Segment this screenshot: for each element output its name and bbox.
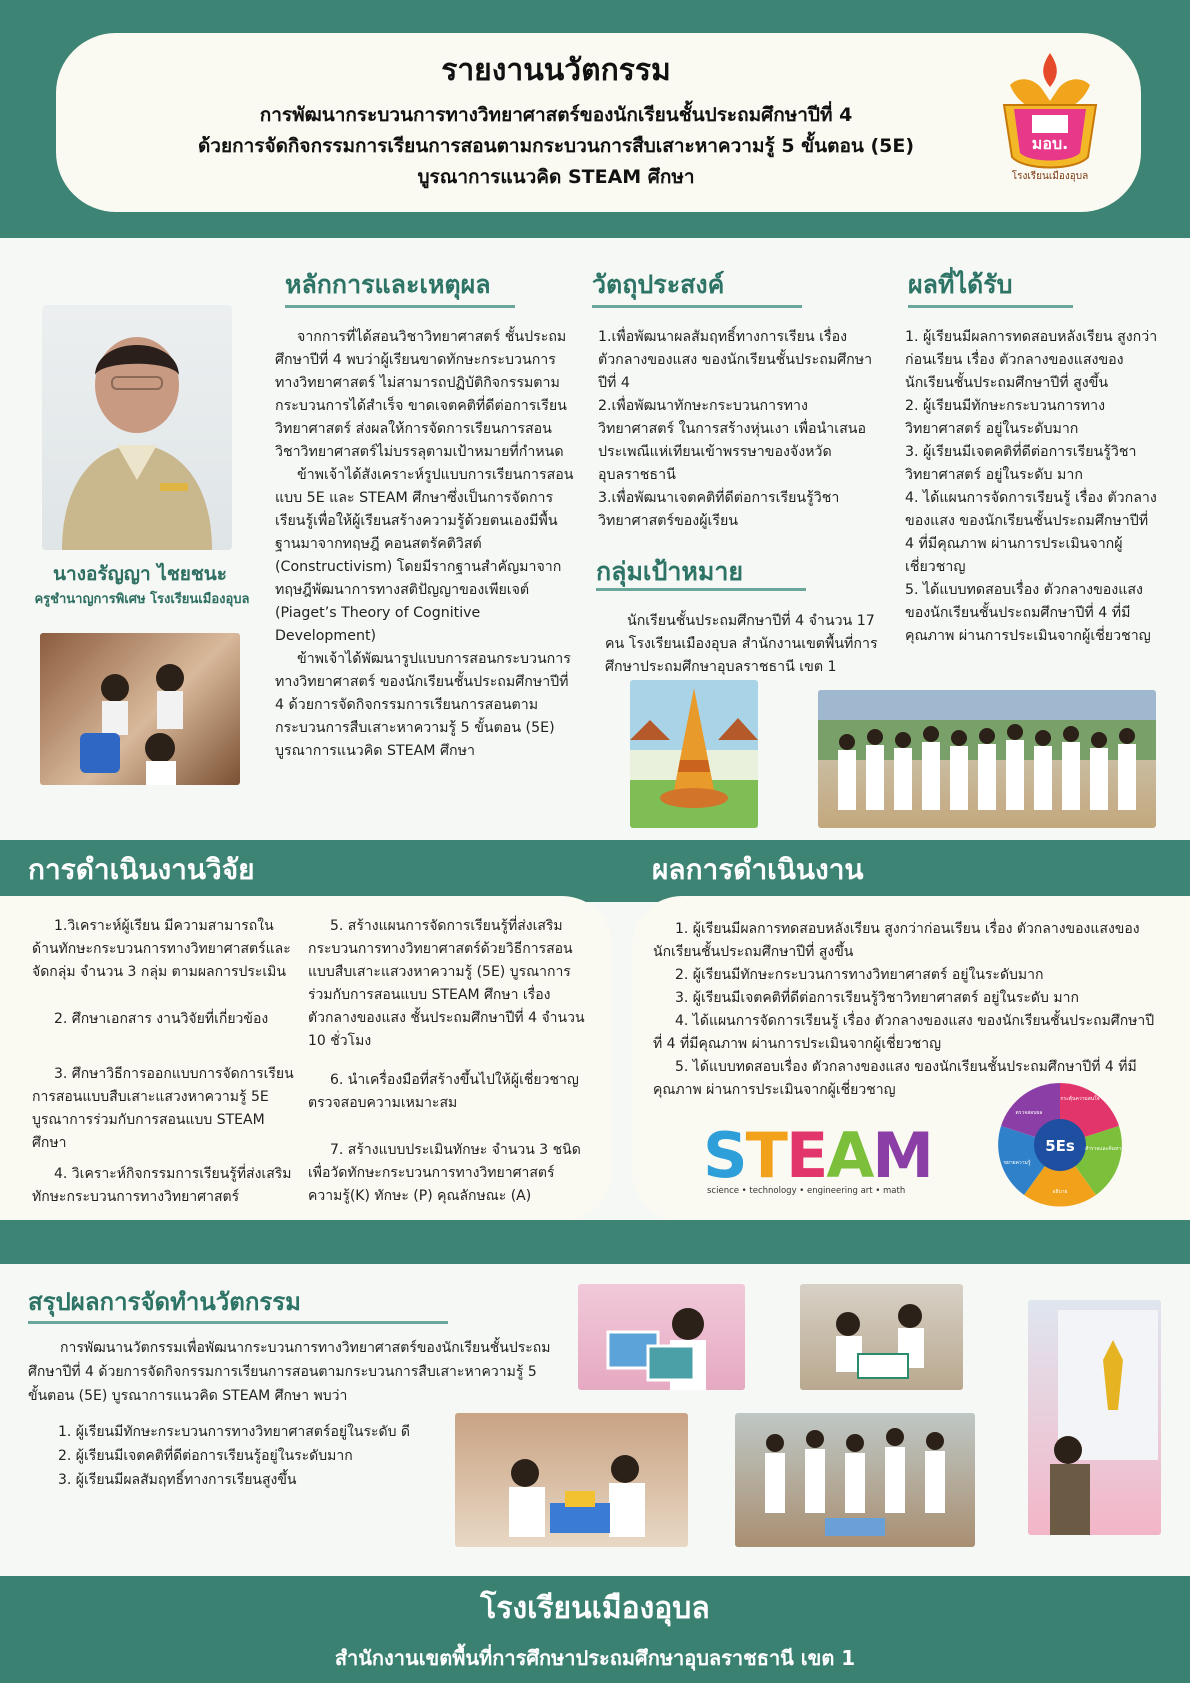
steam-letter: A <box>826 1119 873 1192</box>
objective-item: 1.เพื่อพัฒนาผลสัมฤทธิ์ทางการเรียน เรื่อง ตัวกลางของแสง ของนักเรียนชั้นประถมศึกษาปีที่ 4 <box>598 329 873 391</box>
header-text <box>56 47 1056 193</box>
author-name: นางอรัญญา ไชยชนะ <box>53 563 227 585</box>
principles-title: หลักการและเหตุผล <box>285 270 491 299</box>
research-column-1 <box>32 915 300 1209</box>
activity-photo-4 <box>455 1413 688 1547</box>
summary-underline <box>28 1321 448 1324</box>
steam-letter: E <box>785 1119 827 1192</box>
students-group-photo <box>818 690 1156 828</box>
objective-item: 3.เพื่อพัฒนาเจตคติที่ดีต่อการเรียนรู้วิชาวิทยาศาสตร์ของผู้เรียน <box>598 490 840 529</box>
principles-underline <box>285 305 515 308</box>
outcome-item: 2. ผู้เรียนมีทักษะกระบวนการทางวิทยาศาสตร์ อยู่ในระดับมาก <box>675 967 1044 983</box>
result-item: 5. ได้แบบทดสอบเรื่อง ตัวกลางของแสงของนักเรียนชั้นประถมศึกษาปีที่ 4 ที่มีคุณภาพ ผ่านการประเมินจากผู้เชี่ยวชาญ <box>905 582 1151 644</box>
result-item: 4. ได้แผนการจัดการเรียนรู้ เรื่อง ตัวกลางของแสง ของนักเรียนชั้นประถมศึกษาปีที่ 4 ที่มีคุณภาพ ผ่านการประเมินจากผู้เชี่ยวชาญ <box>905 490 1157 575</box>
wheel-segment-explore: สำรวจและค้นหา <box>1084 1146 1122 1152</box>
objectives-title: วัตถุประสงค์ <box>592 270 725 299</box>
activity-photo-5 <box>735 1413 975 1547</box>
principles-body <box>275 326 575 763</box>
summary-item: 3. ผู้เรียนมีผลสัมฤทธิ์ทางการเรียนสูงขึ้น <box>58 1472 297 1488</box>
objectives-underline <box>592 305 802 308</box>
steam-caption: science • technology • engineering art • math <box>707 1186 906 1195</box>
steam-letter: T <box>745 1119 786 1192</box>
wheel-center: 5Es <box>1045 1137 1075 1155</box>
outcomes-list <box>653 918 1163 1102</box>
research-column-2 <box>308 915 590 1208</box>
principles-paragraph-3: ข้าพเจ้าได้พัฒนารูปแบบการสอนกระบวนการทางวิทยาศาสตร์ ของนักเรียนชั้นประถมศึกษาปีที่ 4 ด้วยการจัดกิจกรรมการเรียนการสอนตามกระบวนการสืบเสาะหาความรู้ 5 ขั้นตอน (5E) บูรณาการแนวคิด STEAM ศึกษา <box>275 651 571 759</box>
result-item: 2. ผู้เรียนมีทักษะกระบวนการทางวิทยาศาสตร์ อยู่ในระดับมาก <box>905 398 1106 437</box>
target-text: นักเรียนชั้นประถมศึกษาปีที่ 4 จำนวน 17 คน โรงเรียนเมืองอุบล สำนักงานเขตพื้นที่การศึกษาประถมศึกษาอุบลราชธานี เขต 1 <box>605 613 878 675</box>
steam-word <box>703 1119 932 1192</box>
summary-title: สรุปผลการจัดทำนวัตกรรม <box>28 1288 301 1316</box>
activity-photo-3 <box>1028 1300 1161 1535</box>
result-item: 1. ผู้เรียนมีผลการทดสอบหลังเรียน สูงกว่าก่อนเรียน เรื่อง ตัวกลางของแสงของนักเรียนชั้นประถมศึกษาปีที่ สูงขึ้น <box>905 329 1158 391</box>
target-underline <box>596 588 806 591</box>
author-role: ครูชำนาญการพิเศษ โรงเรียนเมืองอุบล <box>34 592 250 607</box>
principles-paragraph-2: ข้าพเจ้าได้สังเคราะห์รูปแบบการเรียนการสอนแบบ 5E และ STEAM ศึกษาซึ่งเป็นการจัดการเรียนรู้เพื่อให้ผู้เรียนสร้างความรู้ด้วยตนเองมีพื้นฐานมาจากทฤษฎี คอนสตรัคติวิสต์ (Constructivism) โดยมีรากฐานสำคัญมาจากทฤษฎีพัฒนาการทางสติปัญญาของเพียเจต์ (Piaget’s Theory of Cognitive Development) <box>275 467 574 644</box>
outcome-item: 1. ผู้เรียนมีผลการทดสอบหลังเรียน สูงกว่าก่อนเรียน เรื่อง ตัวกลางของแสงของนักเรียนชั้นประถมศึกษาปีที่ สูงขึ้น <box>653 921 1140 960</box>
wheel-segment-engage: กระตุ้นความสนใจ <box>1060 1096 1100 1102</box>
five-e-wheel <box>995 1080 1125 1210</box>
steam-letter: M <box>872 1119 932 1192</box>
page-subtitle-2: ด้วยการจัดกิจกรรมการเรียนการสอนตามกระบวนการสืบเสาะหาความรู้ 5 ขั้นตอน (5E) <box>197 135 915 157</box>
page-title: รายงานนวัตกรรม <box>441 53 671 88</box>
outcome-item: 3. ผู้เรียนมีเจตคติที่ดีต่อการเรียนรู้วิชาวิทยาศาสตร์ อยู่ในระดับ มาก <box>675 990 1079 1006</box>
footer-school: โรงเรียนเมืองอุบล <box>480 1591 710 1626</box>
research-step: 6. นำเครื่องมือที่สร้างขึ้นไปให้ผู้เชี่ยวชาญตรวจสอบความเหมาะสม <box>308 1072 579 1111</box>
objective-item: 2.เพื่อพัฒนาทักษะกระบวนการทางวิทยาศาสตร์ ในการสร้างหุ่นเงา เพื่อนำเสนอประเพณีแห่เทียนเข้าพรรษาของจังหวัดอุบลราชธานี <box>598 398 866 483</box>
page-subtitle-1: การพัฒนากระบวนการทางวิทยาศาสตร์ของนักเรียนชั้นประถมศึกษาปีที่ 4 <box>259 104 853 126</box>
results-underline <box>908 305 1073 308</box>
research-step: 3. ศึกษาวิธีการออกแบบการจัดการเรียนการสอนแบบสืบเสาะแสวงหาความรู้ 5E บูรณาการร่วมกับการสอนแบบ STEAM ศึกษา <box>32 1066 294 1151</box>
section-band-2 <box>0 1220 1190 1264</box>
footer-office: สำนักงานเขตพื้นที่การศึกษาประถมศึกษาอุบลราชธานี เขต 1 <box>334 1646 856 1670</box>
wheel-segment-elaborate: ขยายความรู้ <box>1003 1160 1031 1166</box>
results-title: ผลที่ได้รับ <box>908 270 1013 299</box>
school-logo <box>990 45 1110 185</box>
objectives-list <box>598 326 880 533</box>
author-portrait <box>42 305 232 550</box>
outcome-item: 5. ได้แบบทดสอบเรื่อง ตัวกลางของแสง ของนักเรียนชั้นประถมศึกษาปีที่ 4 ที่มีคุณภาพ ผ่านการประเมินจากผู้เชี่ยวชาญ <box>653 1059 1137 1098</box>
result-item: 3. ผู้เรียนมีเจตคติที่ดีต่อการเรียนรู้วิชาวิทยาศาสตร์ อยู่ในระดับ มาก <box>905 444 1137 483</box>
summary-item: 1. ผู้เรียนมีทักษะกระบวนการทางวิทยาศาสตร์อยู่ในระดับ ดี <box>58 1424 411 1440</box>
research-step: 7. สร้างแบบประเมินทักษะ จำนวน 3 ชนิด เพื่อวัดทักษะกระบวนการทางวิทยาศาสตร์ ความรู้(K) ทักษะ (P) คุณลักษณะ (A) <box>308 1142 581 1204</box>
principles-paragraph-1: จากการที่ได้สอนวิชาวิทยาศาสตร์ ชั้นประถมศึกษาปีที่ 4 พบว่าผู้เรียนขาดทักษะกระบวนการทางวิทยาศาสตร์ ไม่สามารถปฏิบัติกิจกรรมตามกระบวนการได้สำเร็จ ขาดเจตคติที่ดีต่อการเรียนวิทยาศาสตร์ ส่งผลให้การจัดการเรียนการสอนวิชาวิทยาศาสตร์ไม่บรรลุตามเป้าหมายที่กำหนด <box>275 329 567 460</box>
target-title: กลุ่มเป้าหมาย <box>596 557 744 586</box>
wheel-segment-explain: อธิบาย <box>1052 1189 1068 1195</box>
logo-text: มอบ. <box>1031 134 1069 153</box>
candle-festival-illustration <box>630 680 758 828</box>
footer-band <box>0 1576 1190 1683</box>
activity-photo-1 <box>578 1284 745 1390</box>
results-list <box>905 326 1160 648</box>
outcomes-title: ผลการดำเนินงาน <box>652 853 864 886</box>
research-step: 5. สร้างแผนการจัดการเรียนรู้ที่ส่งเสริมกระบวนการทางวิทยาศาสตร์ด้วยวิธีการสอนแบบสืบเสาะแสวงหาความรู้ (5E) บูรณาการร่วมกับการสอนแบบ STEAM ศึกษา เรื่อง ตัวกลางของแสง ชั้นประถมศึกษาปีที่ 4 จำนวน 10 ชั่วโมง <box>308 918 585 1049</box>
header-card <box>56 33 1141 212</box>
research-step: 2. ศึกษาเอกสาร งานวิจัยที่เกี่ยวข้อง <box>54 1011 269 1027</box>
research-title: การดำเนินงานวิจัย <box>28 853 255 886</box>
logo-caption: โรงเรียนเมืองอุบล <box>1011 171 1089 182</box>
research-step: 1.วิเคราะห์ผู้เรียน มีความสามารถในด้านทักษะกระบวนการทางวิทยาศาสตร์และจัดกลุ่ม จำนวน 3 กลุ่ม ตามผลการประเมิน <box>32 918 291 980</box>
outcome-item: 4. ได้แผนการจัดการเรียนรู้ เรื่อง ตัวกลางของแสง ของนักเรียนชั้นประถมศึกษาปีที่ 4 ที่มีคุณภาพ ผ่านการประเมินจากผู้เชี่ยวชาญ <box>653 1013 1155 1052</box>
page-subtitle-3: บูรณาการแนวคิด STEAM ศึกษา <box>417 166 695 188</box>
target-body <box>605 610 880 679</box>
summary-intro: การพัฒนานวัตกรรมเพื่อพัฒนากระบวนการทางวิทยาศาสตร์ของนักเรียนชั้นประถมศึกษาปีที่ 4 ด้วยการจัดกิจกรรมการเรียนการสอนตามกระบวนการสืบเสาะหาความรู้ 5 ขั้นตอน (5E) บูรณาการแนวคิด STEAM ศึกษา พบว่า <box>28 1340 551 1404</box>
classroom-photo-1 <box>40 633 240 785</box>
steam-letter: S <box>703 1119 746 1192</box>
wheel-segment-evaluate: ตรวจสอบผล <box>1015 1110 1043 1116</box>
research-step: 4. วิเคราะห์กิจกรรมการเรียนรู้ที่ส่งเสริมทักษะกระบวนการทางวิทยาศาสตร์ <box>32 1166 292 1205</box>
activity-photo-2 <box>800 1284 963 1390</box>
steam-logo <box>703 1115 933 1195</box>
summary-item: 2. ผู้เรียนมีเจตคติที่ดีต่อการเรียนรู้อยู่ในระดับมาก <box>58 1448 353 1464</box>
